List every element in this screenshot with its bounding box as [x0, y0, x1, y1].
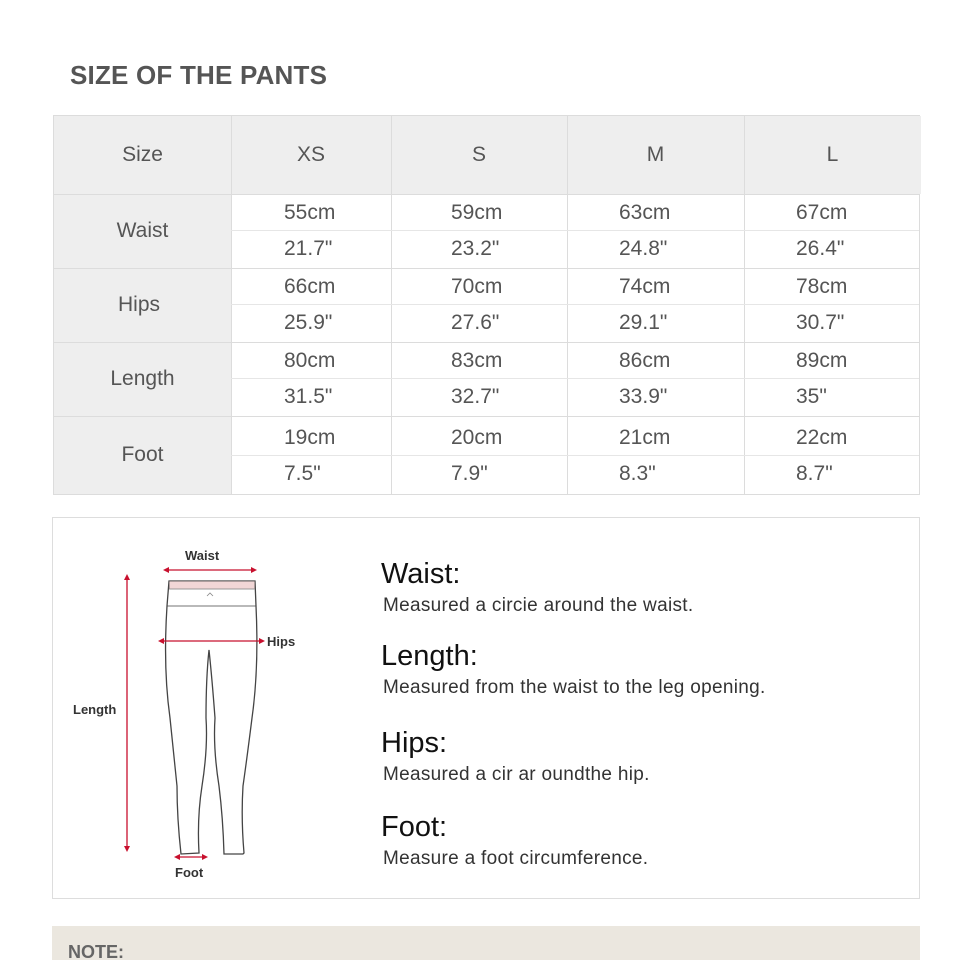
table-cell: 78cm: [796, 275, 848, 298]
table-cell: 67cm: [796, 201, 848, 224]
header-l: L: [744, 116, 921, 194]
table-cell: 83cm: [451, 349, 503, 372]
row-label-waist: Waist: [54, 194, 231, 268]
header-size: Size: [54, 116, 231, 194]
table-cell: 59cm: [451, 201, 503, 224]
table-cell: 80cm: [284, 349, 336, 372]
hips-title: Hips:: [381, 727, 448, 759]
table-cell: 25.9": [284, 311, 333, 334]
table-cell: 27.6": [451, 311, 500, 334]
table-cell: 89cm: [796, 349, 848, 372]
header-s: S: [391, 116, 567, 194]
row-label-foot: Foot: [54, 416, 231, 494]
diagram-label-hips: Hips: [267, 634, 296, 649]
waist-description: Measured a circie around the waist.: [383, 595, 694, 616]
table-cell: 66cm: [284, 275, 336, 298]
table-cell: 21cm: [619, 426, 671, 449]
table-cell: 20cm: [451, 426, 503, 449]
header-m: M: [567, 116, 744, 194]
table-cell: 70cm: [451, 275, 503, 298]
header-xs: XS: [231, 116, 391, 194]
table-cell: 63cm: [619, 201, 671, 224]
table-cell: 55cm: [284, 201, 336, 224]
note-panel: [52, 926, 920, 960]
table-cell: 29.1": [619, 311, 668, 334]
table-cell: 21.7": [284, 237, 333, 260]
length-title: Length:: [381, 640, 478, 672]
waist-title: Waist:: [381, 558, 461, 590]
table-cell: 31.5": [284, 385, 333, 408]
note-label: NOTE:: [68, 942, 124, 960]
table-cell: 8.3": [619, 462, 656, 485]
diagram-label-foot: Foot: [175, 865, 204, 880]
table-cell: 86cm: [619, 349, 671, 372]
pants-diagram: [53, 518, 373, 898]
table-cell: 22cm: [796, 426, 848, 449]
diagram-label-length: Length: [73, 702, 117, 717]
table-cell: 35": [796, 385, 827, 408]
diagram-label-waist: Waist: [185, 548, 220, 563]
table-cell: 19cm: [284, 426, 336, 449]
leggings-outline: [166, 581, 257, 854]
table-cell: 33.9": [619, 385, 668, 408]
size-table: [53, 115, 920, 495]
table-cell: 26.4": [796, 237, 845, 260]
page-title: SIZE OF THE PANTS: [70, 60, 328, 90]
row-label-length: Length: [54, 342, 231, 416]
table-cell: 7.5": [284, 462, 321, 485]
hips-description: Measured a cir ar oundthe hip.: [383, 764, 650, 785]
waistband: [169, 581, 255, 589]
foot-description: Measure a foot circumference.: [383, 848, 649, 869]
table-cell: 7.9": [451, 462, 488, 485]
table-cell: 74cm: [619, 275, 671, 298]
table-cell: 23.2": [451, 237, 500, 260]
table-cell: 8.7": [796, 462, 833, 485]
table-cell: 24.8": [619, 237, 668, 260]
length-description: Measured from the waist to the leg opening.: [383, 677, 766, 698]
table-cell: 32.7": [451, 385, 500, 408]
table-cell: 30.7": [796, 311, 845, 334]
measurement-guide: [52, 517, 920, 899]
row-label-hips: Hips: [54, 268, 224, 342]
foot-title: Foot:: [381, 811, 448, 843]
